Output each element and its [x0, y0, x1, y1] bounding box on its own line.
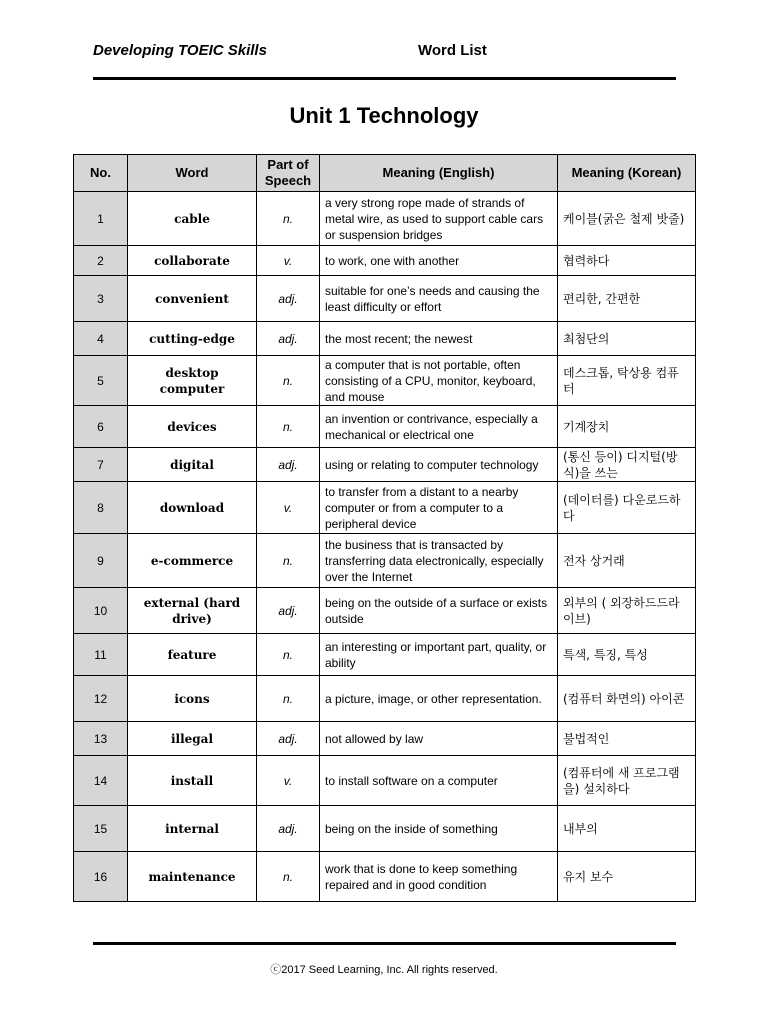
table-row: [74, 806, 696, 852]
word-cell: collaborate: [128, 246, 257, 276]
row-number: 8: [74, 482, 128, 534]
meaning-english-cell: the most recent; the newest: [320, 322, 558, 356]
meaning-english-cell: being on the inside of something: [320, 806, 558, 852]
word-cell: install: [128, 756, 257, 806]
table-row: [74, 852, 696, 902]
row-number: 7: [74, 448, 128, 482]
meaning-korean-cell: 편리한, 간편한: [558, 276, 696, 322]
part-of-speech-cell: v.: [257, 756, 320, 806]
table-row: [74, 588, 696, 634]
row-number: 16: [74, 852, 128, 902]
meaning-korean-cell: (컴퓨터에 새 프로그램을) 설치하다: [558, 756, 696, 806]
row-number: 15: [74, 806, 128, 852]
word-cell: convenient: [128, 276, 257, 322]
section-title: Word List: [418, 42, 487, 59]
word-cell: cutting-edge: [128, 322, 257, 356]
word-cell: digital: [128, 448, 257, 482]
part-of-speech-cell: adj.: [257, 448, 320, 482]
footer-divider: [93, 942, 676, 945]
row-number: 3: [74, 276, 128, 322]
row-number: 4: [74, 322, 128, 356]
meaning-korean-cell: 최첨단의: [558, 322, 696, 356]
row-number: 11: [74, 634, 128, 676]
meaning-english-cell: suitable for one’s needs and causing the least difficulty or effort: [320, 276, 558, 322]
meaning-english-cell: using or relating to computer technology: [320, 448, 558, 482]
part-of-speech-cell: adj.: [257, 322, 320, 356]
word-cell: e-commerce: [128, 534, 257, 588]
meaning-korean-cell: 유지 보수: [558, 852, 696, 902]
part-of-speech-cell: adj.: [257, 806, 320, 852]
meaning-english-cell: an interesting or important part, quality, or ability: [320, 634, 558, 676]
part-of-speech-cell: n.: [257, 634, 320, 676]
meaning-korean-cell: (데이터를) 다운로드하다: [558, 482, 696, 534]
table-row: [74, 634, 696, 676]
part-of-speech-cell: n.: [257, 676, 320, 722]
meaning-korean-cell: (컴퓨터 화면의) 아이콘: [558, 676, 696, 722]
row-number: 12: [74, 676, 128, 722]
meaning-english-cell: the business that is transacted by transferring data electronically, especially over the Internet: [320, 534, 558, 588]
part-of-speech-cell: adj.: [257, 276, 320, 322]
meaning-korean-cell: 협력하다: [558, 246, 696, 276]
table-row: [74, 756, 696, 806]
meaning-english-cell: work that is done to keep something repaired and in good condition: [320, 852, 558, 902]
meaning-english-cell: to work, one with another: [320, 246, 558, 276]
row-number: 13: [74, 722, 128, 756]
meaning-korean-cell: 데스크톱, 탁상용 컴퓨터: [558, 356, 696, 406]
row-number: 10: [74, 588, 128, 634]
table-row: [74, 192, 696, 246]
word-cell: feature: [128, 634, 257, 676]
header-no: No.: [74, 155, 128, 192]
book-title: Developing TOEIC Skills: [93, 42, 267, 59]
word-cell: icons: [128, 676, 257, 722]
meaning-english-cell: to install software on a computer: [320, 756, 558, 806]
table-row: [74, 722, 696, 756]
part-of-speech-cell: adj.: [257, 722, 320, 756]
meaning-korean-cell: 특색, 특징, 특성: [558, 634, 696, 676]
meaning-korean-cell: 기계장치: [558, 406, 696, 448]
row-number: 1: [74, 192, 128, 246]
part-of-speech-cell: adj.: [257, 588, 320, 634]
word-cell: cable: [128, 192, 257, 246]
table-row: [74, 356, 696, 406]
part-of-speech-cell: n.: [257, 852, 320, 902]
part-of-speech-cell: n.: [257, 192, 320, 246]
meaning-english-cell: a picture, image, or other representation.: [320, 676, 558, 722]
meaning-korean-cell: 전자 상거래: [558, 534, 696, 588]
meaning-korean-cell: 내부의: [558, 806, 696, 852]
row-number: 6: [74, 406, 128, 448]
header-part-of-speech: Part of Speech: [257, 155, 320, 192]
word-cell: illegal: [128, 722, 257, 756]
table-row: [74, 534, 696, 588]
unit-title: Unit 1 Technology: [289, 103, 479, 128]
row-number: 2: [74, 246, 128, 276]
part-of-speech-cell: v.: [257, 482, 320, 534]
row-number: 5: [74, 356, 128, 406]
meaning-korean-cell: 불법적인: [558, 722, 696, 756]
word-cell: internal: [128, 806, 257, 852]
row-number: 9: [74, 534, 128, 588]
table-row: [74, 276, 696, 322]
table-row: [74, 482, 696, 534]
header-meaning-korean: Meaning (Korean): [558, 155, 696, 192]
part-of-speech-cell: n.: [257, 534, 320, 588]
table-row: [74, 246, 696, 276]
table-row: [74, 406, 696, 448]
word-cell: devices: [128, 406, 257, 448]
meaning-english-cell: a computer that is not portable, often consisting of a CPU, monitor, keyboard, and mouse: [320, 356, 558, 406]
table-header-row: [74, 155, 696, 192]
table-row: [74, 676, 696, 722]
word-cell: desktop computer: [128, 356, 257, 406]
header-divider: [93, 77, 676, 80]
header-word: Word: [128, 155, 257, 192]
word-list-table: [73, 154, 696, 902]
header-meaning-english: Meaning (English): [320, 155, 558, 192]
meaning-english-cell: an invention or contrivance, especially a mechanical or electrical one: [320, 406, 558, 448]
meaning-english-cell: a very strong rope made of strands of metal wire, as used to support cable cars or suspension bridges: [320, 192, 558, 246]
meaning-english-cell: being on the outside of a surface or exists outside: [320, 588, 558, 634]
table-row: [74, 322, 696, 356]
meaning-english-cell: not allowed by law: [320, 722, 558, 756]
word-cell: maintenance: [128, 852, 257, 902]
meaning-korean-cell: 외부의 ( 외장하드드라이브): [558, 588, 696, 634]
row-number: 14: [74, 756, 128, 806]
meaning-korean-cell: (통신 등이) 디지털(방식)을 쓰는: [558, 448, 696, 482]
part-of-speech-cell: v.: [257, 246, 320, 276]
part-of-speech-cell: n.: [257, 406, 320, 448]
part-of-speech-cell: n.: [257, 356, 320, 406]
meaning-english-cell: to transfer from a distant to a nearby computer or from a computer to a peripheral device: [320, 482, 558, 534]
table-row: [74, 448, 696, 482]
word-cell: external (hard drive): [128, 588, 257, 634]
word-cell: download: [128, 482, 257, 534]
copyright-footer: ⓒ2017 Seed Learning, Inc. All rights reserved.: [270, 964, 498, 976]
meaning-korean-cell: 케이블(굵은 철제 밧줄): [558, 192, 696, 246]
